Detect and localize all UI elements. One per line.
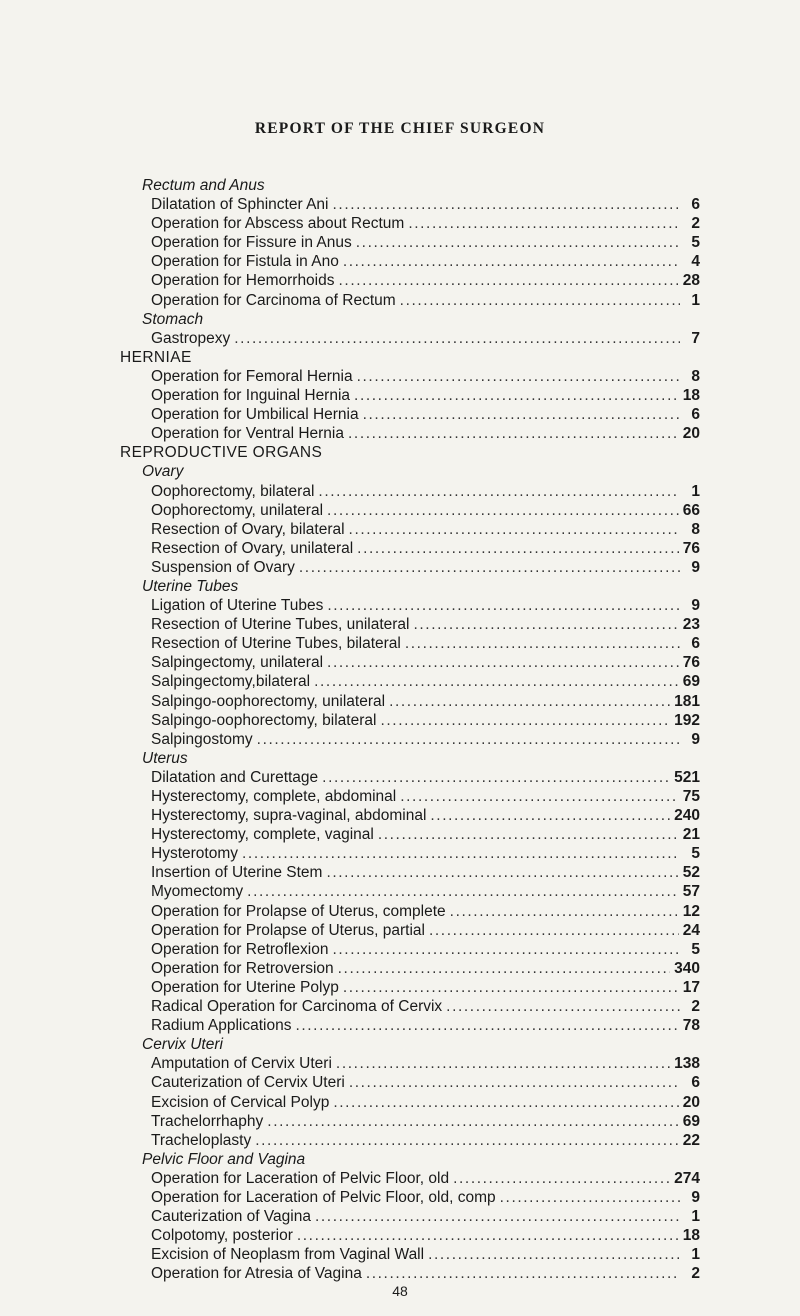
dot-leader xyxy=(349,520,680,539)
dot-leader xyxy=(430,806,670,825)
procedure-count: 78 xyxy=(682,1017,700,1035)
procedure-row xyxy=(120,195,700,214)
procedure-count: 9 xyxy=(691,1188,700,1206)
procedure-count: 18 xyxy=(682,387,700,405)
procedure-label: Excision of Neoplasm from Vaginal Wall xyxy=(151,1246,425,1264)
procedure-label: Operation for Laceration of Pelvic Floor, old xyxy=(151,1169,450,1187)
procedure-count: 9 xyxy=(691,597,700,615)
section-heading xyxy=(120,348,700,367)
procedure-row xyxy=(120,653,700,672)
procedure-label: Cauterization of Cervix Uteri xyxy=(151,1074,345,1092)
procedure-count: 52 xyxy=(682,864,700,882)
procedure-label: Operation for Umbilical Hernia xyxy=(151,406,359,424)
procedure-count: 6 xyxy=(691,196,700,214)
procedure-label: Myomectomy xyxy=(151,883,244,901)
heading-label: Uterus xyxy=(142,749,188,767)
heading-label: Ovary xyxy=(142,463,184,481)
dot-leader xyxy=(322,768,670,787)
procedure-count: 7 xyxy=(691,329,700,347)
procedure-row xyxy=(120,1016,700,1035)
dot-leader xyxy=(363,405,680,424)
procedure-label: Operation for Retroversion xyxy=(151,959,334,977)
dot-leader xyxy=(318,482,680,501)
procedure-count: 274 xyxy=(674,1169,700,1187)
procedure-count: 192 xyxy=(674,711,700,729)
procedure-row xyxy=(120,1264,700,1283)
subsection-heading xyxy=(120,1150,700,1169)
procedure-row xyxy=(120,386,700,405)
procedure-row xyxy=(120,882,700,901)
procedure-row xyxy=(120,252,700,271)
procedure-label: Dilatation of Sphincter Ani xyxy=(151,196,329,214)
procedure-row xyxy=(120,1226,700,1245)
procedure-label: Operation for Ventral Hernia xyxy=(151,425,344,443)
procedure-row xyxy=(120,558,700,577)
subsection-heading xyxy=(120,577,700,596)
procedure-count: 8 xyxy=(691,520,700,538)
heading-label: REPRODUCTIVE ORGANS xyxy=(120,444,323,462)
dot-leader xyxy=(267,1112,678,1131)
running-head-title: REPORT OF THE CHIEF SURGEON xyxy=(254,120,546,137)
dot-leader xyxy=(389,692,670,711)
procedure-count: 23 xyxy=(682,616,700,634)
subsection-heading xyxy=(120,176,700,195)
dot-leader xyxy=(429,921,679,940)
procedure-row xyxy=(120,978,700,997)
dot-leader xyxy=(400,787,679,806)
procedure-row xyxy=(120,1169,700,1188)
procedure-label: Tracheloplasty xyxy=(151,1131,252,1149)
procedure-row xyxy=(120,672,700,691)
procedure-label: Operation for Uterine Polyp xyxy=(151,978,339,996)
dot-leader xyxy=(327,501,679,520)
dot-leader xyxy=(255,1131,679,1150)
dot-leader xyxy=(354,386,679,405)
dot-leader xyxy=(450,902,679,921)
subsection-heading xyxy=(120,310,700,329)
procedure-count: 240 xyxy=(674,807,700,825)
procedure-count: 6 xyxy=(691,635,700,653)
dot-leader xyxy=(332,940,680,959)
procedure-count: 1 xyxy=(691,1208,700,1226)
procedure-row xyxy=(120,806,700,825)
procedure-count: 24 xyxy=(682,921,700,939)
procedure-row xyxy=(120,424,700,443)
procedure-count: 21 xyxy=(682,826,700,844)
procedure-row xyxy=(120,863,700,882)
procedure-label: Operation for Hemorrhoids xyxy=(151,272,335,290)
procedure-label: Salpingo-oophorectomy, bilateral xyxy=(151,711,377,729)
heading-label: Stomach xyxy=(142,310,204,328)
dot-leader xyxy=(405,634,680,653)
procedure-count: 69 xyxy=(682,673,700,691)
procedure-row xyxy=(120,730,700,749)
dot-leader xyxy=(314,672,679,691)
dot-leader xyxy=(234,329,680,348)
procedure-label: Resection of Ovary, bilateral xyxy=(151,520,345,538)
procedure-label: Oophorectomy, bilateral xyxy=(151,482,315,500)
heading-label: Uterine Tubes xyxy=(142,577,239,595)
procedure-count: 2 xyxy=(691,1265,700,1283)
procedure-count: 1 xyxy=(691,291,700,309)
procedure-count: 5 xyxy=(691,234,700,252)
dot-leader xyxy=(299,558,680,577)
procedure-label: Operation for Atresia of Vagina xyxy=(151,1265,362,1283)
procedure-label: Operation for Fistula in Ano xyxy=(151,253,339,271)
procedure-row xyxy=(120,1093,700,1112)
procedure-label: Operation for Inguinal Hernia xyxy=(151,387,351,405)
procedure-row xyxy=(120,825,700,844)
procedure-label: Ligation of Uterine Tubes xyxy=(151,597,324,615)
procedure-label: Operation for Laceration of Pelvic Floor, old, comp xyxy=(151,1188,496,1206)
procedure-count: 1 xyxy=(691,482,700,500)
dot-leader xyxy=(297,1226,679,1245)
dot-leader xyxy=(343,252,680,271)
subsection-heading xyxy=(120,1035,700,1054)
procedure-row xyxy=(120,520,700,539)
procedure-count: 22 xyxy=(682,1131,700,1149)
procedure-label: Suspension of Ovary xyxy=(151,558,295,576)
dot-leader xyxy=(356,233,680,252)
procedure-row xyxy=(120,1131,700,1150)
procedure-label: Insertion of Uterine Stem xyxy=(151,864,323,882)
procedure-row xyxy=(120,501,700,520)
procedure-row xyxy=(120,1207,700,1226)
procedure-count: 9 xyxy=(691,558,700,576)
procedure-row xyxy=(120,367,700,386)
dot-leader xyxy=(327,596,680,615)
page-number: 48 xyxy=(392,1283,408,1299)
dot-leader xyxy=(408,214,680,233)
procedure-label: Trachelorrhaphy xyxy=(151,1112,264,1130)
procedure-row xyxy=(120,768,700,787)
dot-leader xyxy=(400,291,680,310)
procedure-label: Resection of Uterine Tubes, unilateral xyxy=(151,616,410,634)
procedure-label: Colpotomy, posterior xyxy=(151,1227,293,1245)
procedure-row xyxy=(120,940,700,959)
dot-leader xyxy=(349,1073,680,1092)
procedure-row xyxy=(120,692,700,711)
heading-label: Cervix Uteri xyxy=(142,1036,223,1054)
procedure-label: Operation for Abscess about Rectum xyxy=(151,215,405,233)
dot-leader xyxy=(366,1264,680,1283)
procedure-label: Operation for Prolapse of Uterus, complete xyxy=(151,902,446,920)
procedure-label: Resection of Uterine Tubes, bilateral xyxy=(151,635,401,653)
procedure-row xyxy=(120,233,700,252)
procedure-row xyxy=(120,596,700,615)
dot-leader xyxy=(380,711,670,730)
dot-leader xyxy=(453,1169,670,1188)
procedure-count: 8 xyxy=(691,367,700,385)
subsection-heading xyxy=(120,749,700,768)
dot-leader xyxy=(413,615,678,634)
dot-leader xyxy=(333,195,681,214)
dot-leader xyxy=(336,1054,670,1073)
dot-leader xyxy=(247,882,679,901)
procedure-row xyxy=(120,921,700,940)
procedure-count: 340 xyxy=(674,959,700,977)
procedure-count: 5 xyxy=(691,845,700,863)
procedure-count: 17 xyxy=(682,978,700,996)
dot-leader xyxy=(338,959,670,978)
procedure-count: 69 xyxy=(682,1112,700,1130)
procedure-count: 76 xyxy=(682,654,700,672)
heading-label: Pelvic Floor and Vagina xyxy=(142,1150,306,1168)
operations-list xyxy=(120,176,700,1283)
dot-leader xyxy=(357,539,679,558)
procedure-count: 9 xyxy=(691,730,700,748)
procedure-row xyxy=(120,1073,700,1092)
procedure-label: Salpingo-oophorectomy, unilateral xyxy=(151,692,386,710)
procedure-count: 20 xyxy=(682,425,700,443)
procedure-label: Salpingostomy xyxy=(151,730,253,748)
procedure-count: 6 xyxy=(691,406,700,424)
procedure-count: 5 xyxy=(691,940,700,958)
procedure-count: 12 xyxy=(682,902,700,920)
procedure-label: Resection of Ovary, unilateral xyxy=(151,539,354,557)
procedure-count: 76 xyxy=(682,539,700,557)
procedure-label: Dilatation and Curettage xyxy=(151,768,319,786)
procedure-label: Gastropexy xyxy=(151,329,231,347)
dot-leader xyxy=(500,1188,680,1207)
procedure-count: 28 xyxy=(682,272,700,290)
procedure-label: Salpingectomy, unilateral xyxy=(151,654,324,672)
procedure-row xyxy=(120,291,700,310)
procedure-count: 2 xyxy=(691,215,700,233)
procedure-count: 6 xyxy=(691,1074,700,1092)
procedure-row xyxy=(120,997,700,1016)
procedure-row xyxy=(120,1054,700,1073)
procedure-row xyxy=(120,1188,700,1207)
procedure-row xyxy=(120,787,700,806)
procedure-row xyxy=(120,959,700,978)
procedure-count: 66 xyxy=(682,501,700,519)
dot-leader xyxy=(315,1207,680,1226)
dot-leader xyxy=(339,271,679,290)
procedure-label: Operation for Prolapse of Uterus, partial xyxy=(151,921,425,939)
procedure-count: 2 xyxy=(691,998,700,1016)
dot-leader xyxy=(295,1016,678,1035)
procedure-count: 181 xyxy=(674,692,700,710)
procedure-row xyxy=(120,844,700,863)
procedure-row xyxy=(120,711,700,730)
procedure-row xyxy=(120,329,700,348)
procedure-label: Operation for Femoral Hernia xyxy=(151,367,353,385)
section-heading xyxy=(120,443,700,462)
subsection-heading xyxy=(120,462,700,481)
heading-label: Rectum and Anus xyxy=(142,177,265,194)
procedure-row xyxy=(120,1112,700,1131)
procedure-count: 138 xyxy=(674,1055,700,1073)
dot-leader xyxy=(343,978,679,997)
procedure-row xyxy=(120,615,700,634)
dot-leader xyxy=(327,653,679,672)
dot-leader xyxy=(333,1093,678,1112)
dot-leader xyxy=(428,1245,680,1264)
procedure-count: 4 xyxy=(691,253,700,271)
dot-leader xyxy=(242,844,680,863)
procedure-label: Operation for Retroflexion xyxy=(151,940,329,958)
procedure-row xyxy=(120,1245,700,1264)
procedure-label: Hysterectomy, complete, vaginal xyxy=(151,826,374,844)
procedure-count: 75 xyxy=(682,788,700,805)
procedure-count: 57 xyxy=(682,883,700,901)
procedure-row xyxy=(120,634,700,653)
procedure-label: Oophorectomy, unilateral xyxy=(151,501,324,519)
procedure-label: Operation for Carcinoma of Rectum xyxy=(151,291,396,309)
dot-leader xyxy=(357,367,680,386)
procedure-label: Hysterectomy, supra-vaginal, abdominal xyxy=(151,807,427,825)
procedure-label: Hysterectomy, complete, abdominal xyxy=(151,788,397,805)
procedure-row xyxy=(120,214,700,233)
procedure-label: Operation for Fissure in Anus xyxy=(151,234,352,252)
dot-leader xyxy=(326,863,678,882)
heading-label: HERNIAE xyxy=(120,348,192,366)
dot-leader xyxy=(446,997,680,1016)
dot-leader xyxy=(257,730,680,749)
procedure-label: Radical Operation for Carcinoma of Cervix xyxy=(151,998,443,1016)
procedure-row xyxy=(120,271,700,290)
procedure-label: Salpingectomy,bilateral xyxy=(151,673,311,691)
procedure-row xyxy=(120,482,700,501)
procedure-row xyxy=(120,405,700,424)
procedure-count: 18 xyxy=(682,1227,700,1245)
procedure-count: 521 xyxy=(674,768,700,786)
procedure-label: Excision of Cervical Polyp xyxy=(151,1093,330,1111)
dot-leader xyxy=(348,424,679,443)
procedure-label: Amputation of Cervix Uteri xyxy=(151,1055,332,1073)
procedure-label: Cauterization of Vagina xyxy=(151,1208,311,1226)
procedure-label: Hysterotomy xyxy=(151,845,238,863)
procedure-label: Radium Applications xyxy=(151,1017,292,1035)
procedure-row xyxy=(120,539,700,558)
procedure-count: 20 xyxy=(682,1093,700,1111)
procedure-row xyxy=(120,902,700,921)
procedure-count: 1 xyxy=(691,1246,700,1264)
dot-leader xyxy=(378,825,679,844)
